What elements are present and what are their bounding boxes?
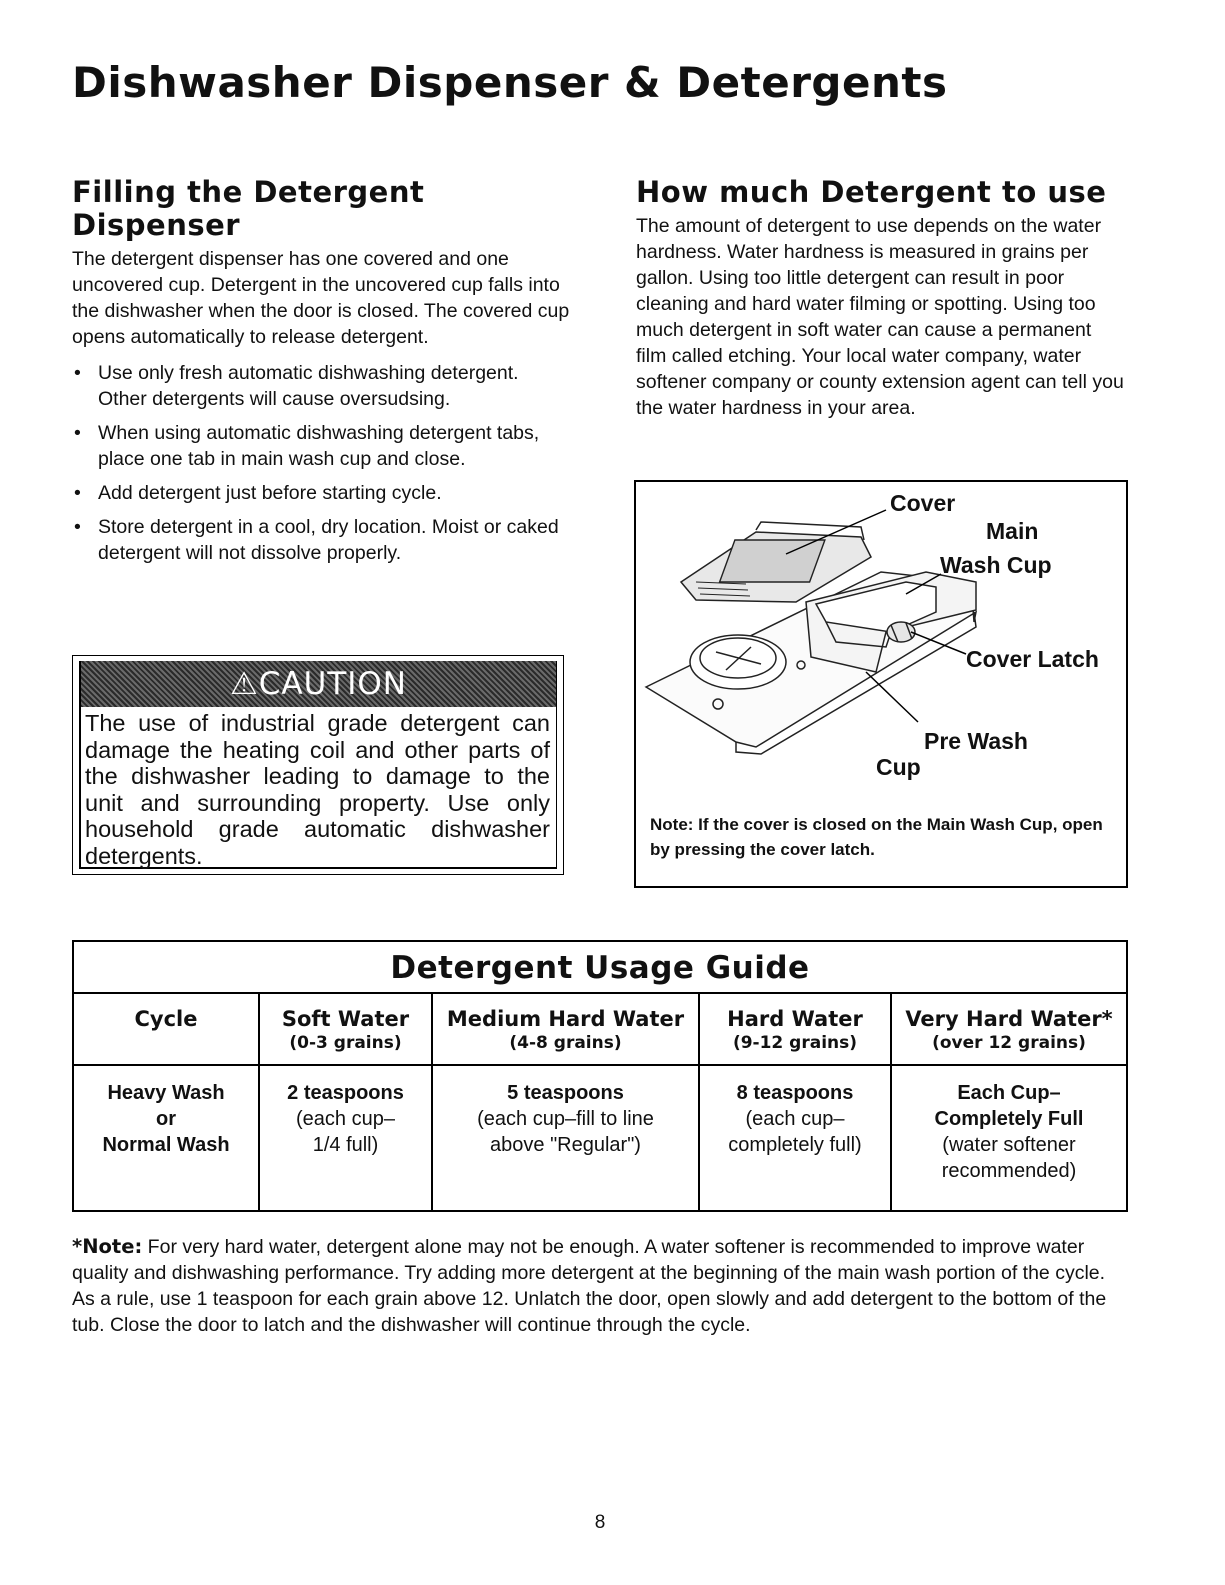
dispenser-diagram-box <box>634 480 1128 888</box>
cell-line: Completely Full <box>934 1108 1084 1130</box>
bullet-item <box>72 420 572 472</box>
header-sublabel: (over 12 grains) <box>932 1033 1086 1053</box>
page-number: 8 <box>594 1512 606 1533</box>
filling-heading-line1: Filling the Detergent <box>72 175 425 209</box>
cell-soft-water <box>260 1080 431 1158</box>
label-prewash-line2: Cup <box>876 754 921 780</box>
header-label: Medium Hard Water <box>446 1007 685 1031</box>
label-main-wash-line1: Main <box>986 518 1039 544</box>
cell-cycle <box>74 1080 258 1158</box>
cell-line: or <box>156 1108 176 1130</box>
caution-frame <box>79 661 557 869</box>
label-cover-latch: Cover Latch <box>966 646 1099 672</box>
header-label: Cycle <box>134 1007 198 1031</box>
footnote-text: For very hard water, detergent alone may not be enough. A water softener is recommended to improve water quality and dishwashing performance. Try adding more detergent at the beginning of the main wash portion of the cycle. As a rule, use 1 teaspoon for each grain above 12. Unlatch the door, open slowly and add detergent to the bottom of the tub. Close the door to latch and the dishwasher will continue through the cycle. <box>72 1236 1107 1336</box>
bullet-dot-icon: • <box>74 482 81 504</box>
cell-line: Normal Wash <box>102 1134 230 1156</box>
footnote-label: *Note: <box>72 1235 143 1258</box>
caution-banner <box>81 661 556 707</box>
bullet-text: When using automatic dishwashing detergent tabs, place one tab in main wash cup and close. <box>98 422 540 470</box>
filling-heading-line2: Dispenser <box>72 208 241 242</box>
header-label: Very Hard Water* <box>905 1007 1113 1031</box>
header-medium-hard-water <box>433 1006 698 1054</box>
cell-line: 2 teaspoons <box>287 1082 404 1104</box>
footnote <box>72 1234 1132 1338</box>
caution-text: The use of industrial grade detergent can damage the heating coil and other parts of the dishwasher leading to damage to the unit and surrounding property. Use only household grade automatic dishwasher detergents. <box>85 710 550 869</box>
cell-line: (each cup– <box>745 1108 845 1130</box>
cell-line: (water softener <box>942 1134 1076 1156</box>
bullet-dot-icon: • <box>74 362 81 384</box>
bullet-item <box>72 360 572 412</box>
cell-line: (each cup–fill to line <box>477 1108 654 1130</box>
amount-section <box>636 176 1126 421</box>
filling-bullet-list <box>72 360 572 566</box>
header-hard-water <box>700 1006 890 1054</box>
cell-line: completely full) <box>728 1134 862 1156</box>
bullet-item <box>72 480 572 506</box>
caution-box <box>72 655 564 875</box>
bullet-dot-icon: • <box>74 422 81 444</box>
filling-intro: The detergent dispenser has one covered and one uncovered cup. Detergent in the uncovered cup falls into the dishwasher when the door is closed. The covered cup opens automatically to release detergent. <box>72 248 570 348</box>
bullet-dot-icon: • <box>74 516 81 538</box>
bullet-text: Use only fresh automatic dishwashing detergent. Other detergents will cause oversudsing. <box>98 362 519 410</box>
amount-heading: How much Detergent to use <box>636 175 1107 209</box>
header-cycle <box>74 1006 258 1032</box>
guide-title: Detergent Usage Guide <box>390 950 810 986</box>
diagram-note: Note: If the cover is closed on the Main Wash Cup, open by pressing the cover latch. <box>650 815 1103 859</box>
bullet-text: Store detergent in a cool, dry location. Moist or caked detergent will not dissolve properly. <box>98 516 559 564</box>
header-very-hard-water <box>892 1006 1126 1054</box>
cell-very-hard-water <box>892 1080 1126 1184</box>
cell-medium-hard-water <box>433 1080 698 1158</box>
amount-text: The amount of detergent to use depends on the water hardness. Water hardness is measured in grains per gallon. Using too little detergent can result in poor cleaning and hard water filming or spotting. Using too much detergent in soft water can cause a permanent film called etching. Your local water company, water softener company or county extension agent can tell you the water hardness in your area. <box>636 215 1124 419</box>
cell-line: 1/4 full) <box>312 1134 379 1156</box>
cell-line: Each Cup– <box>957 1082 1061 1104</box>
header-sublabel: (0-3 grains) <box>289 1033 402 1053</box>
header-label: Soft Water <box>281 1007 410 1031</box>
cell-line: 5 teaspoons <box>507 1082 624 1104</box>
caution-label: ⚠CAUTION <box>229 666 407 702</box>
cell-line: Heavy Wash <box>107 1082 225 1104</box>
header-soft-water <box>260 1006 431 1054</box>
bullet-text: Add detergent just before starting cycle. <box>98 482 442 504</box>
cell-line: recommended) <box>941 1160 1077 1182</box>
page-title: Dishwasher Dispenser & Detergents <box>72 58 948 107</box>
filling-section <box>72 176 572 574</box>
header-label: Hard Water <box>727 1007 863 1031</box>
header-sublabel: (4-8 grains) <box>509 1033 622 1053</box>
label-main-wash-line2: Wash Cup <box>940 552 1052 578</box>
cell-hard-water <box>700 1080 890 1158</box>
table-divider <box>74 1064 1126 1066</box>
label-cover: Cover <box>890 490 956 516</box>
label-prewash-line1: Pre Wash <box>924 728 1028 754</box>
detergent-usage-guide-table <box>72 940 1128 1212</box>
filling-heading <box>72 176 572 242</box>
cell-line: 8 teaspoons <box>736 1082 854 1104</box>
bullet-item <box>72 514 572 566</box>
header-sublabel: (9-12 grains) <box>732 1033 858 1053</box>
cell-line: above "Regular") <box>490 1134 641 1156</box>
cell-line: (each cup– <box>296 1108 395 1130</box>
table-divider <box>74 992 1126 994</box>
